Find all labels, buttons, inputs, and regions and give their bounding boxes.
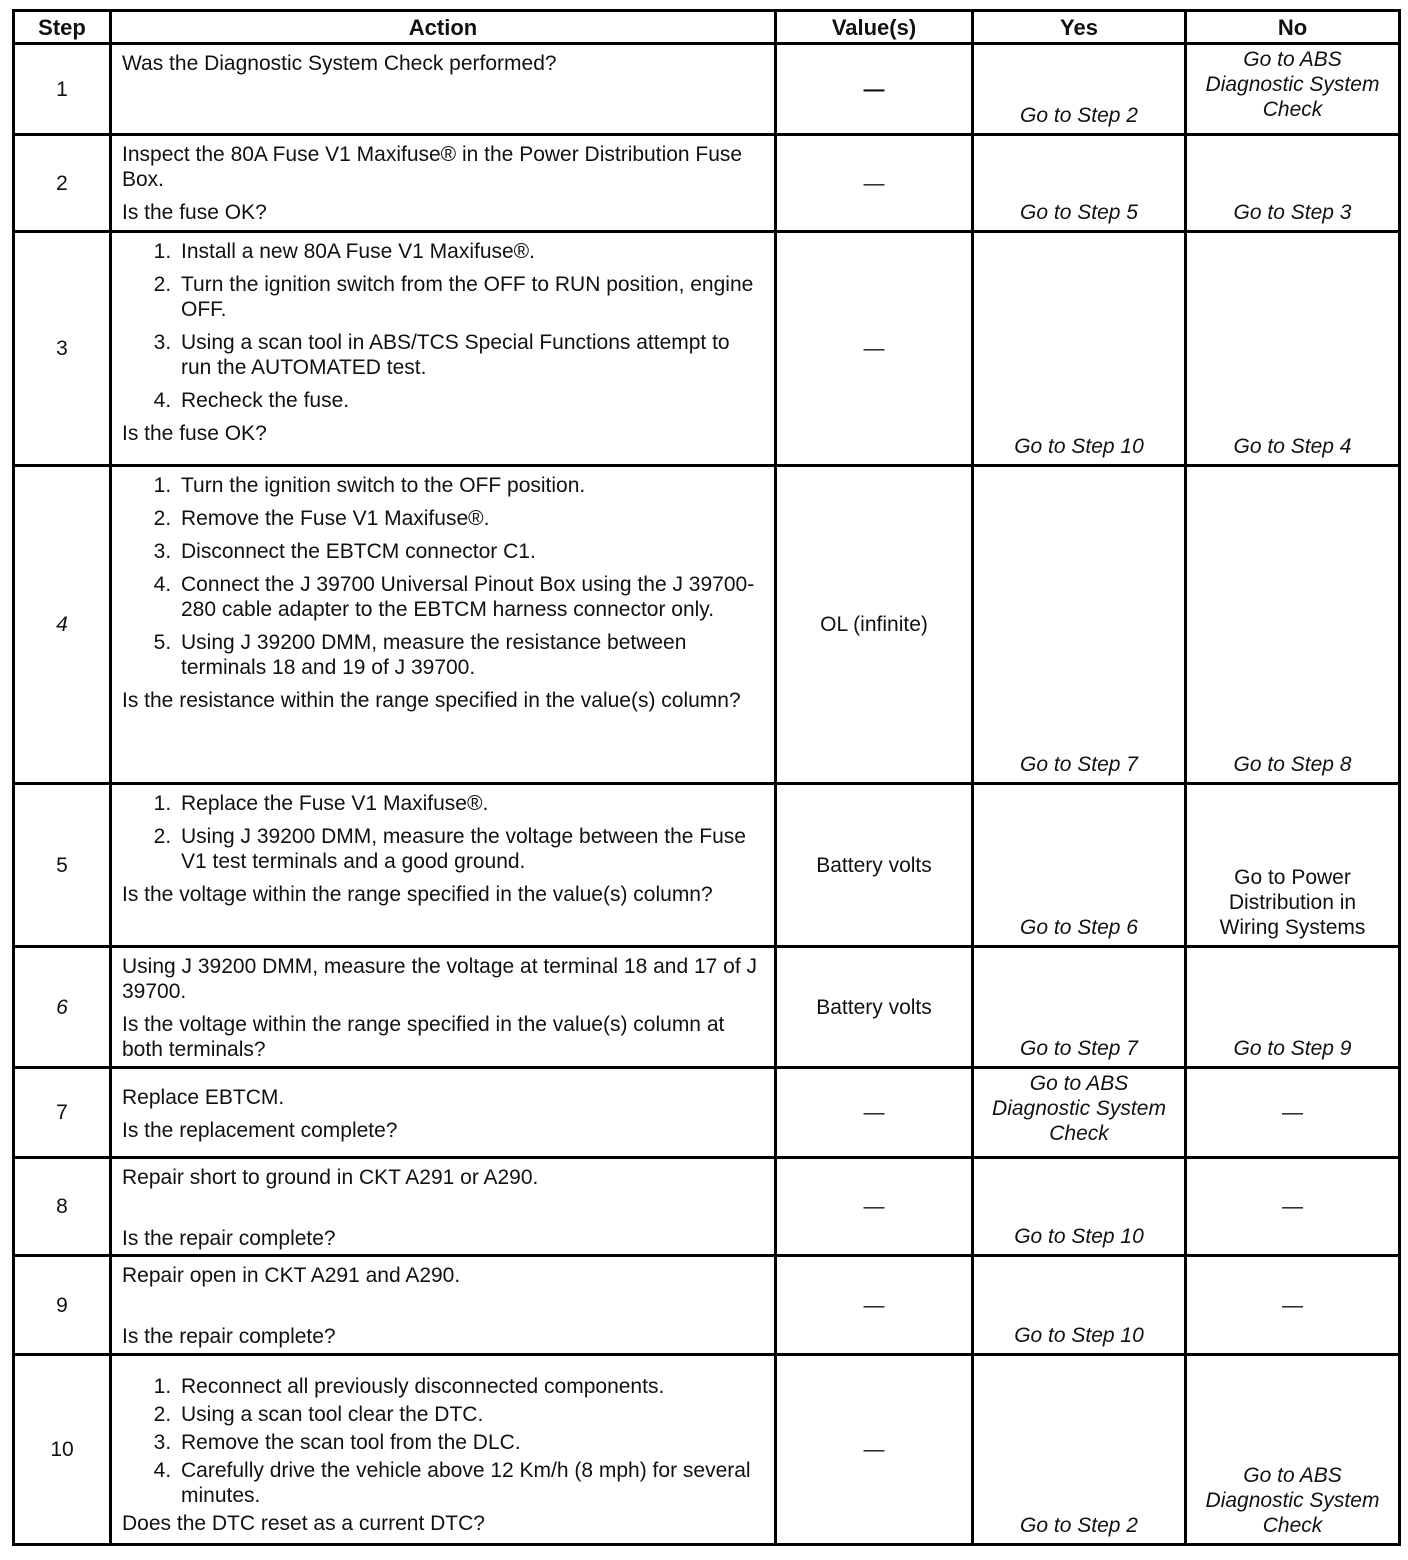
action-cell [111, 1355, 776, 1545]
value-cell: Battery volts [776, 947, 973, 1068]
header-no: No [1186, 11, 1400, 44]
list-item: 4. Carefully drive the vehicle above 12 Km/h (8 mph) for several minutes. [177, 1458, 758, 1508]
list-item: 1. Turn the ignition switch to the OFF position. [177, 473, 758, 498]
no-cell: — [1186, 1158, 1400, 1256]
no-cell: — [1186, 1256, 1400, 1355]
list-item: 2. Remove the Fuse V1 Maxifuse®. [177, 506, 758, 531]
list-item: 1. Replace the Fuse V1 Maxifuse®. [177, 791, 758, 816]
step-number: 1 [14, 44, 111, 135]
list-item: 5. Using J 39200 DMM, measure the resistance between terminals 18 and 19 of J 39700. [177, 630, 758, 680]
no-cell: Go to ABS Diagnostic System Check [1186, 1355, 1400, 1545]
table-row [14, 466, 1400, 784]
value-cell: — [776, 1355, 973, 1545]
list-item: 3. Remove the scan tool from the DLC. [177, 1430, 758, 1455]
action-cell [111, 135, 776, 232]
yes-cell: Go to Step 2 [973, 44, 1186, 135]
step-number: 6 [14, 947, 111, 1068]
header-values: Value(s) [776, 11, 973, 44]
action-question: Is the fuse OK? [122, 201, 267, 224]
step-number: 5 [14, 784, 111, 947]
action-question: Is the voltage within the range specified in the value(s) column? [122, 883, 713, 906]
no-cell: Go to ABS Diagnostic System Check [1186, 44, 1400, 135]
yes-cell: Go to Step 6 [973, 784, 1186, 947]
step-number: 7 [14, 1068, 111, 1158]
no-cell: Go to Step 4 [1186, 232, 1400, 466]
diagnostic-table-page [12, 9, 1398, 1551]
table-row [14, 1355, 1400, 1545]
action-cell [111, 44, 776, 135]
action-text: Inspect the 80A Fuse V1 Maxifuse® in the Power Distribution Fuse Box. [122, 143, 743, 191]
action-steps-list [122, 791, 758, 874]
action-steps-list [122, 1374, 758, 1508]
step-number: 8 [14, 1158, 111, 1256]
value-cell: Battery volts [776, 784, 973, 947]
no-cell: Go to Step 3 [1186, 135, 1400, 232]
action-cell [111, 784, 776, 947]
action-text: Repair short to ground in CKT A291 or A290. [122, 1166, 539, 1189]
no-cell: Go to Step 9 [1186, 947, 1400, 1068]
list-item: 3. Using a scan tool in ABS/TCS Special Functions attempt to run the AUTOMATED test. [177, 330, 758, 380]
list-item: 1. Install a new 80A Fuse V1 Maxifuse®. [177, 239, 758, 264]
action-steps-list [122, 473, 758, 680]
yes-cell: Go to Step 10 [973, 232, 1186, 466]
list-item: 2. Using a scan tool clear the DTC. [177, 1402, 758, 1427]
yes-cell: Go to Step 5 [973, 135, 1186, 232]
action-question: Is the repair complete? [122, 1325, 336, 1348]
yes-cell: Go to Step 2 [973, 1355, 1186, 1545]
table-row [14, 135, 1400, 232]
table-row [14, 947, 1400, 1068]
action-cell [111, 232, 776, 466]
yes-cell: Go to Step 7 [973, 466, 1186, 784]
yes-cell: Go to Step 10 [973, 1256, 1186, 1355]
step-number: 10 [14, 1355, 111, 1545]
value-cell: — [776, 1068, 973, 1158]
action-cell [111, 1158, 776, 1256]
action-steps-list [122, 239, 758, 413]
table-row [14, 232, 1400, 466]
header-action: Action [111, 11, 776, 44]
list-item: 4. Connect the J 39700 Universal Pinout Box using the J 39700-280 cable adapter to the EBTCM harness connector only. [177, 572, 758, 622]
action-question: Is the fuse OK? [122, 422, 267, 445]
action-question: Does the DTC reset as a current DTC? [122, 1512, 485, 1535]
no-cell: Go to Step 8 [1186, 466, 1400, 784]
table-row [14, 44, 1400, 135]
list-item: 4. Recheck the fuse. [177, 388, 758, 413]
step-number: 3 [14, 232, 111, 466]
action-text: Repair open in CKT A291 and A290. [122, 1264, 461, 1287]
list-item: 3. Disconnect the EBTCM connector C1. [177, 539, 758, 564]
value-cell: — [776, 1256, 973, 1355]
yes-cell: Go to Step 10 [973, 1158, 1186, 1256]
action-text: Replace EBTCM. [122, 1086, 285, 1109]
value-cell: — [776, 1158, 973, 1256]
diagnostic-table [12, 9, 1401, 1546]
action-text: Using J 39200 DMM, measure the voltage at terminal 18 and 17 of J 39700. [122, 955, 758, 1003]
action-question: Is the replacement complete? [122, 1119, 398, 1142]
value-cell: — [776, 135, 973, 232]
value-cell: — [776, 232, 973, 466]
action-cell [111, 947, 776, 1068]
action-cell [111, 466, 776, 784]
action-question: Was the Diagnostic System Check performed? [122, 52, 557, 75]
action-question: Is the voltage within the range specified in the value(s) column at both terminals? [122, 1013, 725, 1061]
header-step: Step [14, 11, 111, 44]
step-number: 2 [14, 135, 111, 232]
table-row [14, 1158, 1400, 1256]
action-question: Is the resistance within the range specified in the value(s) column? [122, 689, 741, 712]
list-item: 1. Reconnect all previously disconnected components. [177, 1374, 758, 1399]
table-row [14, 784, 1400, 947]
header-row [14, 11, 1400, 44]
list-item: 2. Turn the ignition switch from the OFF to RUN position, engine OFF. [177, 272, 758, 322]
no-cell: — [1186, 1068, 1400, 1158]
value-cell: — [776, 44, 973, 135]
value-cell: OL (infinite) [776, 466, 973, 784]
step-number: 9 [14, 1256, 111, 1355]
header-yes: Yes [973, 11, 1186, 44]
yes-cell: Go to Step 7 [973, 947, 1186, 1068]
action-question: Is the repair complete? [122, 1227, 336, 1250]
step-number: 4 [14, 466, 111, 784]
action-cell [111, 1068, 776, 1158]
table-row [14, 1256, 1400, 1355]
list-item: 2. Using J 39200 DMM, measure the voltage between the Fuse V1 test terminals and a good ground. [177, 824, 758, 874]
table-row [14, 1068, 1400, 1158]
action-cell [111, 1256, 776, 1355]
yes-cell: Go to ABS Diagnostic System Check [973, 1068, 1186, 1158]
no-cell: Go to Power Distribution in Wiring Systems [1186, 784, 1400, 947]
